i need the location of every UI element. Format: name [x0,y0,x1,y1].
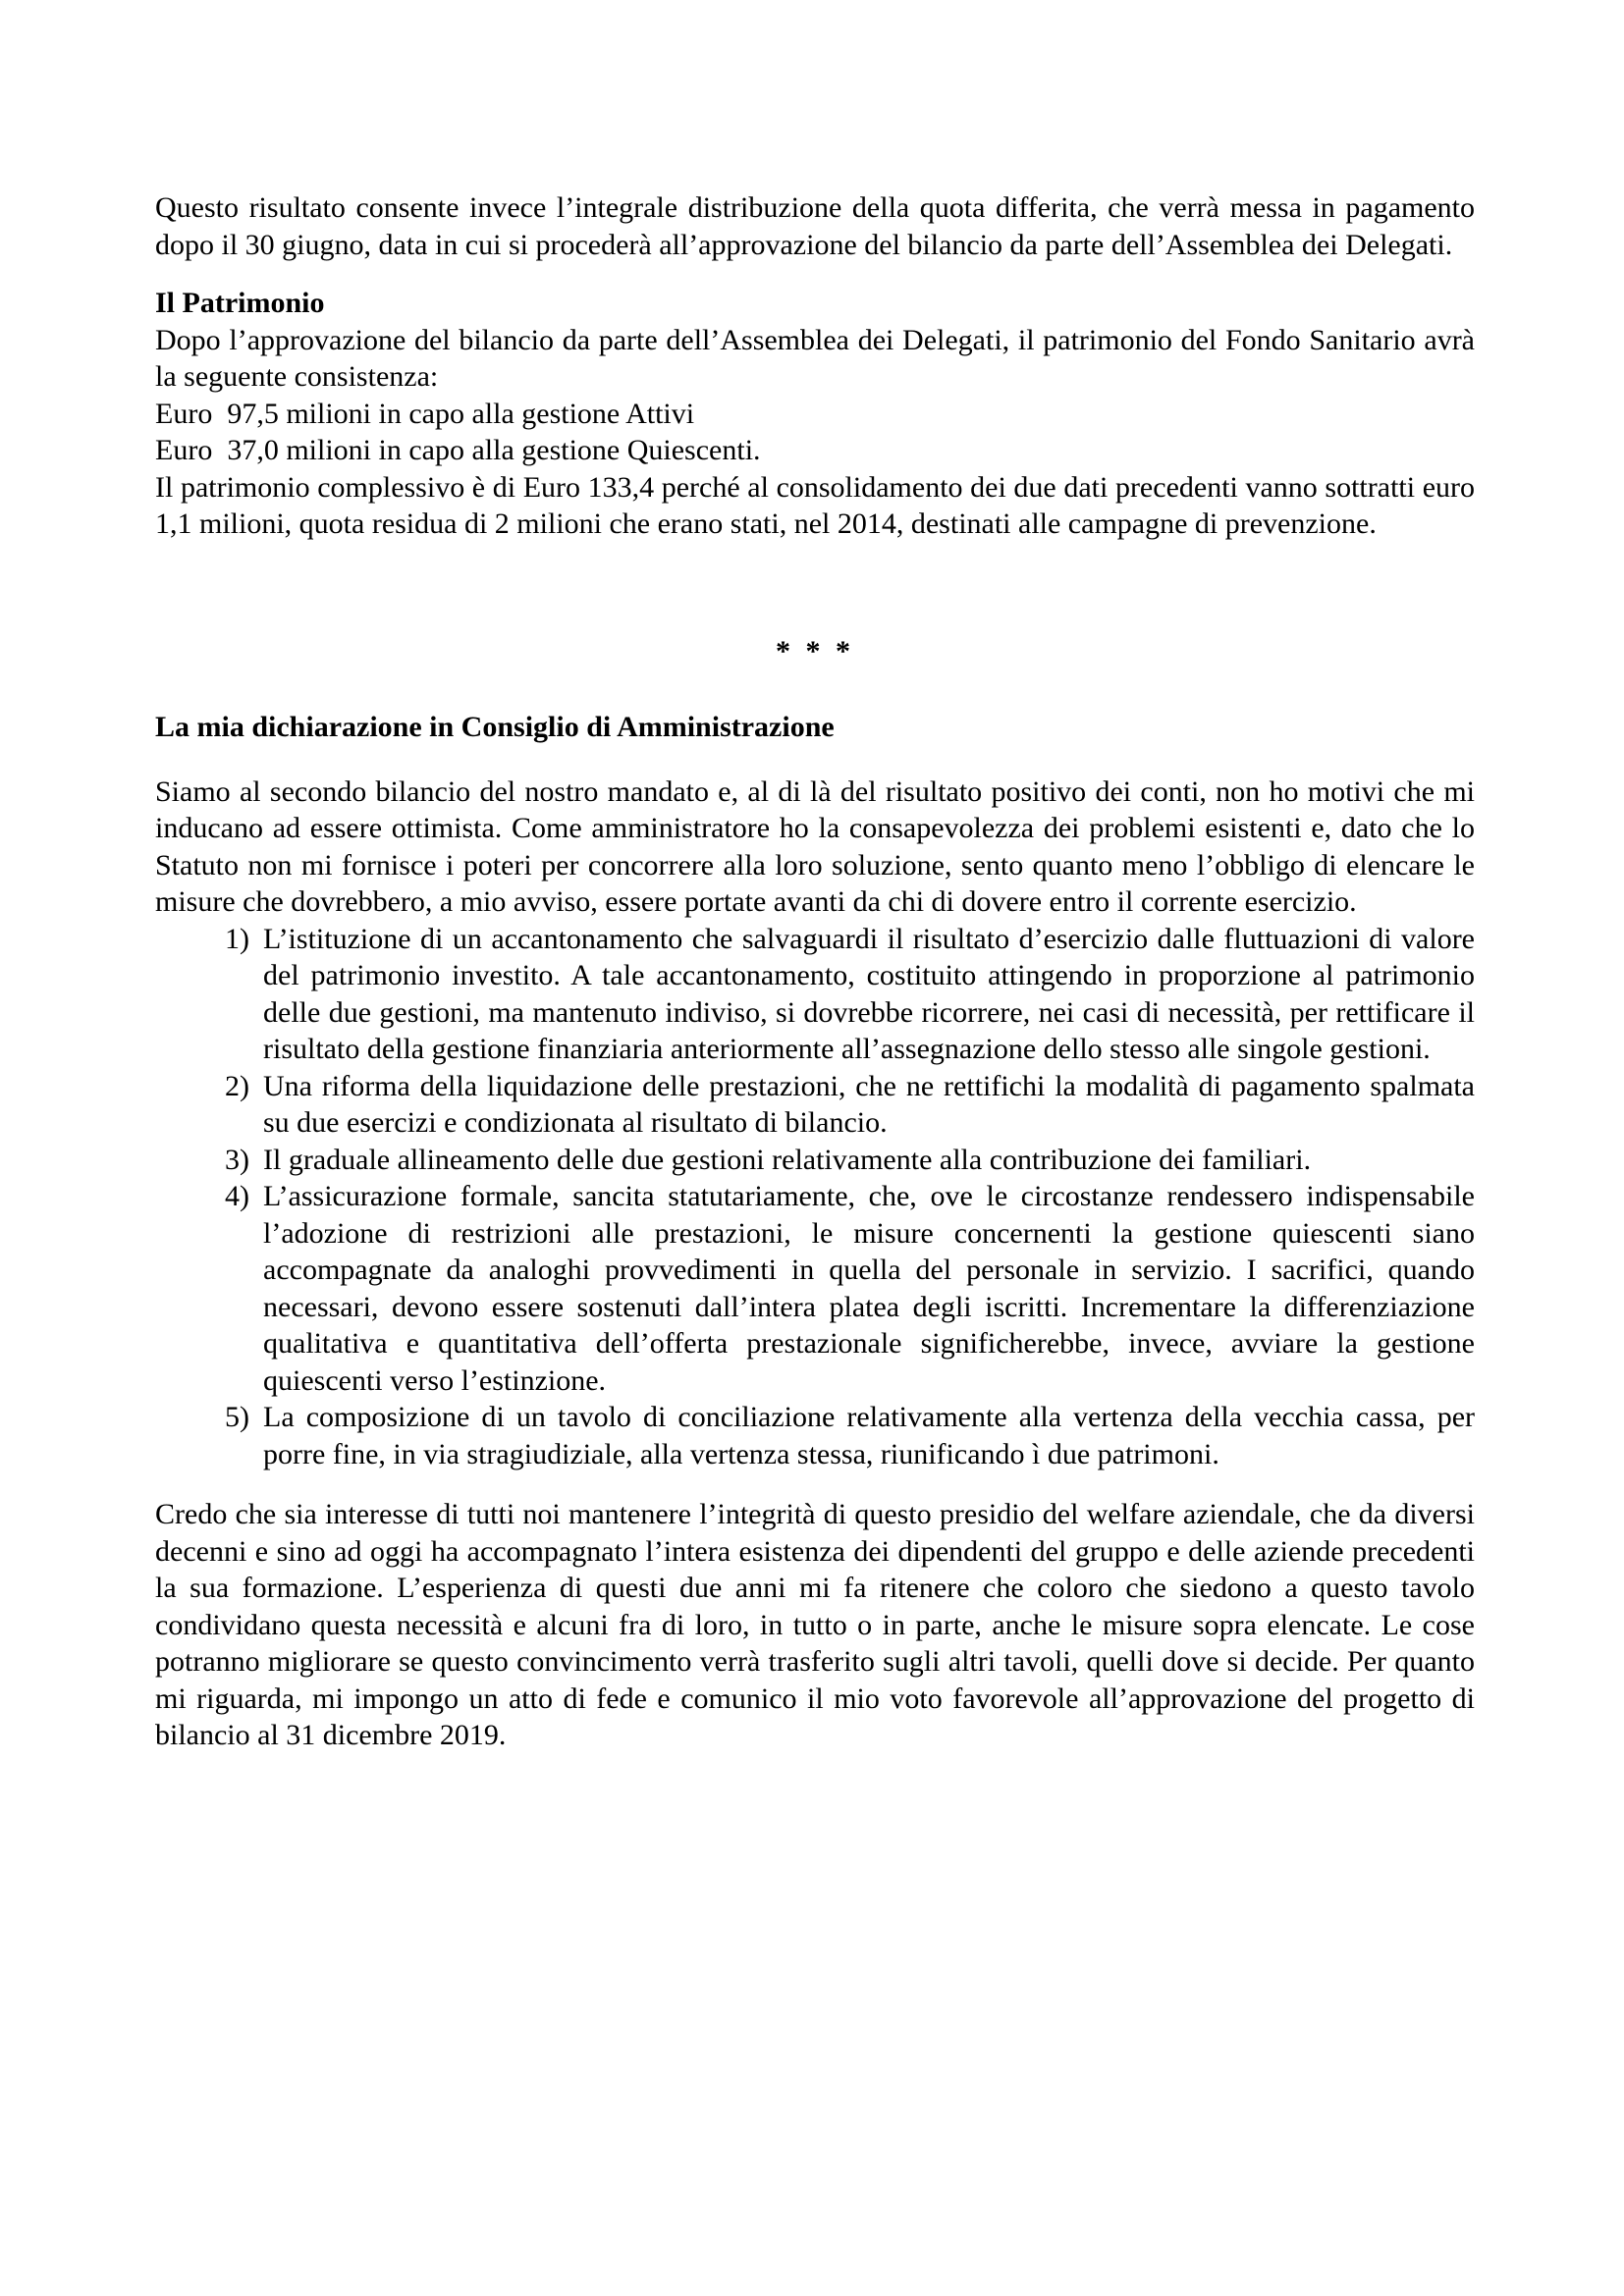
list-item-number: 4) [225,1180,249,1212]
list-item-text: Una riforma della liquidazione delle prestazioni, che ne rettifichi la modalità di pagamento spalmata su due esercizi e condizionata al risultato di bilancio. [263,1069,1475,1139]
list-item [155,1178,1475,1399]
list-item-text: L’istituzione di un accantonamento che salvaguardi il risultato d’esercizio dalle fluttuazioni di valore del patrimonio investito. A tale accantonamento, costituito attingendo in proporzione al patrimonio delle due gestioni, ma mantenuto indiviso, si dovrebbe ricorrere, nei casi di necessità, per rettificare il risultato della gestione finanziaria anteriormente all’assegnazione dello stesso alle singole gestioni. [263,922,1475,1065]
dichiarazione-section [155,709,1475,1754]
spacer [155,1472,1475,1496]
patrimonio-intro: Dopo l’approvazione del bilancio da parte dell’Assemblea dei Delegati, il patrimonio del Fondo Sanitario avrà la seguente consistenza: [155,323,1475,393]
dichiarazione-intro: Siamo al secondo bilancio del nostro mandato e, al di là del risultato positivo dei conti, non ho motivi che mi inducano ad essere ottimista. Come amministratore ho la consapevolezza dei problemi esistenti e, dato che lo Statuto non mi fornisce i poteri per concorrere alla loro soluzione, sento quanto meno l’obbligo di elencare le misure che dovrebbero, a mio avviso, essere portate avanti da chi di dovere entro il corrente esercizio. [155,774,1475,918]
list-item-number: 5) [225,1401,249,1433]
list-item [155,1068,1475,1142]
spacer [155,746,1475,774]
spacer [155,669,1475,709]
patrimonio-closing: Il patrimonio complessivo è di Euro 133,4 perché al consolidamento dei due dati precedenti vanno sottratti euro 1,1 milioni, quota residua di 2 milioni che erano stati, nel 2014, destinati alle campagne di prevenzione. [155,470,1475,540]
list-item-number: 2) [225,1069,249,1102]
list-item [155,921,1475,1068]
list-item-number: 1) [225,922,249,955]
section-separator: * * * [776,634,854,667]
document-page [155,189,1475,1754]
list-item-number: 3) [225,1143,249,1176]
dichiarazione-closing: Credo che sia interesse di tutti noi mantenere l’integrità di questo presidio del welfare aziendale, che da diversi decenni e sino ad oggi ha accompagnato l’intera esistenza dei dipendenti del gruppo e delle aziende precedenti la sua formazione. L’esperienza di questi due anni mi fa ritenere che coloro che siedono a questo tavolo condividano questa necessità e alcuni fra di loro, in tutto o in parte, anche le misure sopra elencate. Le cose potranno migliorare se questo convincimento verrà trasferito sugli altri tavoli, quelli dove si decide. Per quanto mi riguarda, mi impongo un atto di fede e comunico il mio voto favorevole all’approvazione del progetto di bilancio al 31 dicembre 2019. [155,1498,1475,1751]
spacer [155,543,1475,633]
list-item-text: L’assicurazione formale, sancita statutariamente, che, ove le circostanze rendessero indispensabile l’adozione di restrizioni alle prestazioni, le misure concernenti la gestione quiescenti siano accompagnate da analoghi provvedimenti in quella del personale in servizio. I sacrifici, quando necessari, devono essere sostenuti dall’intera platea degli iscritti. Incrementare la differenziazione qualitativa e quantitativa dell’offerta prestazionale significherebbe, invece, avviare la gestione quiescenti verso l’estinzione. [263,1180,1475,1397]
intro-paragraph: Questo risultato consente invece l’integrale distribuzione della quota differita, che verrà messa in pagamento dopo il 30 giugno, data in cui si procederà all’approvazione del bilancio da parte dell’Assemblea dei Delegati. [155,191,1475,261]
dichiarazione-heading: La mia dichiarazione in Consiglio di Amministrazione [155,711,835,743]
list-item [155,1142,1475,1179]
spacer [155,263,1475,285]
measures-list [155,921,1475,1473]
patrimonio-section [155,285,1475,543]
list-item [155,1399,1475,1472]
patrimonio-heading: Il Patrimonio [155,287,325,319]
list-item-text: La composizione di un tavolo di conciliazione relativamente alla vertenza della vecchia cassa, per porre fine, in via stragiudiziale, alla vertenza stessa, riunificando ì due patrimoni. [263,1401,1475,1470]
patrimonio-line-quiescenti: Euro 37,0 milioni in capo alla gestione Quiescenti. [155,434,761,466]
list-item-text: Il graduale allineamento delle due gestioni relativamente alla contribuzione dei familiari. [263,1143,1312,1176]
patrimonio-line-attivi: Euro 97,5 milioni in capo alla gestione Attivi [155,397,695,430]
